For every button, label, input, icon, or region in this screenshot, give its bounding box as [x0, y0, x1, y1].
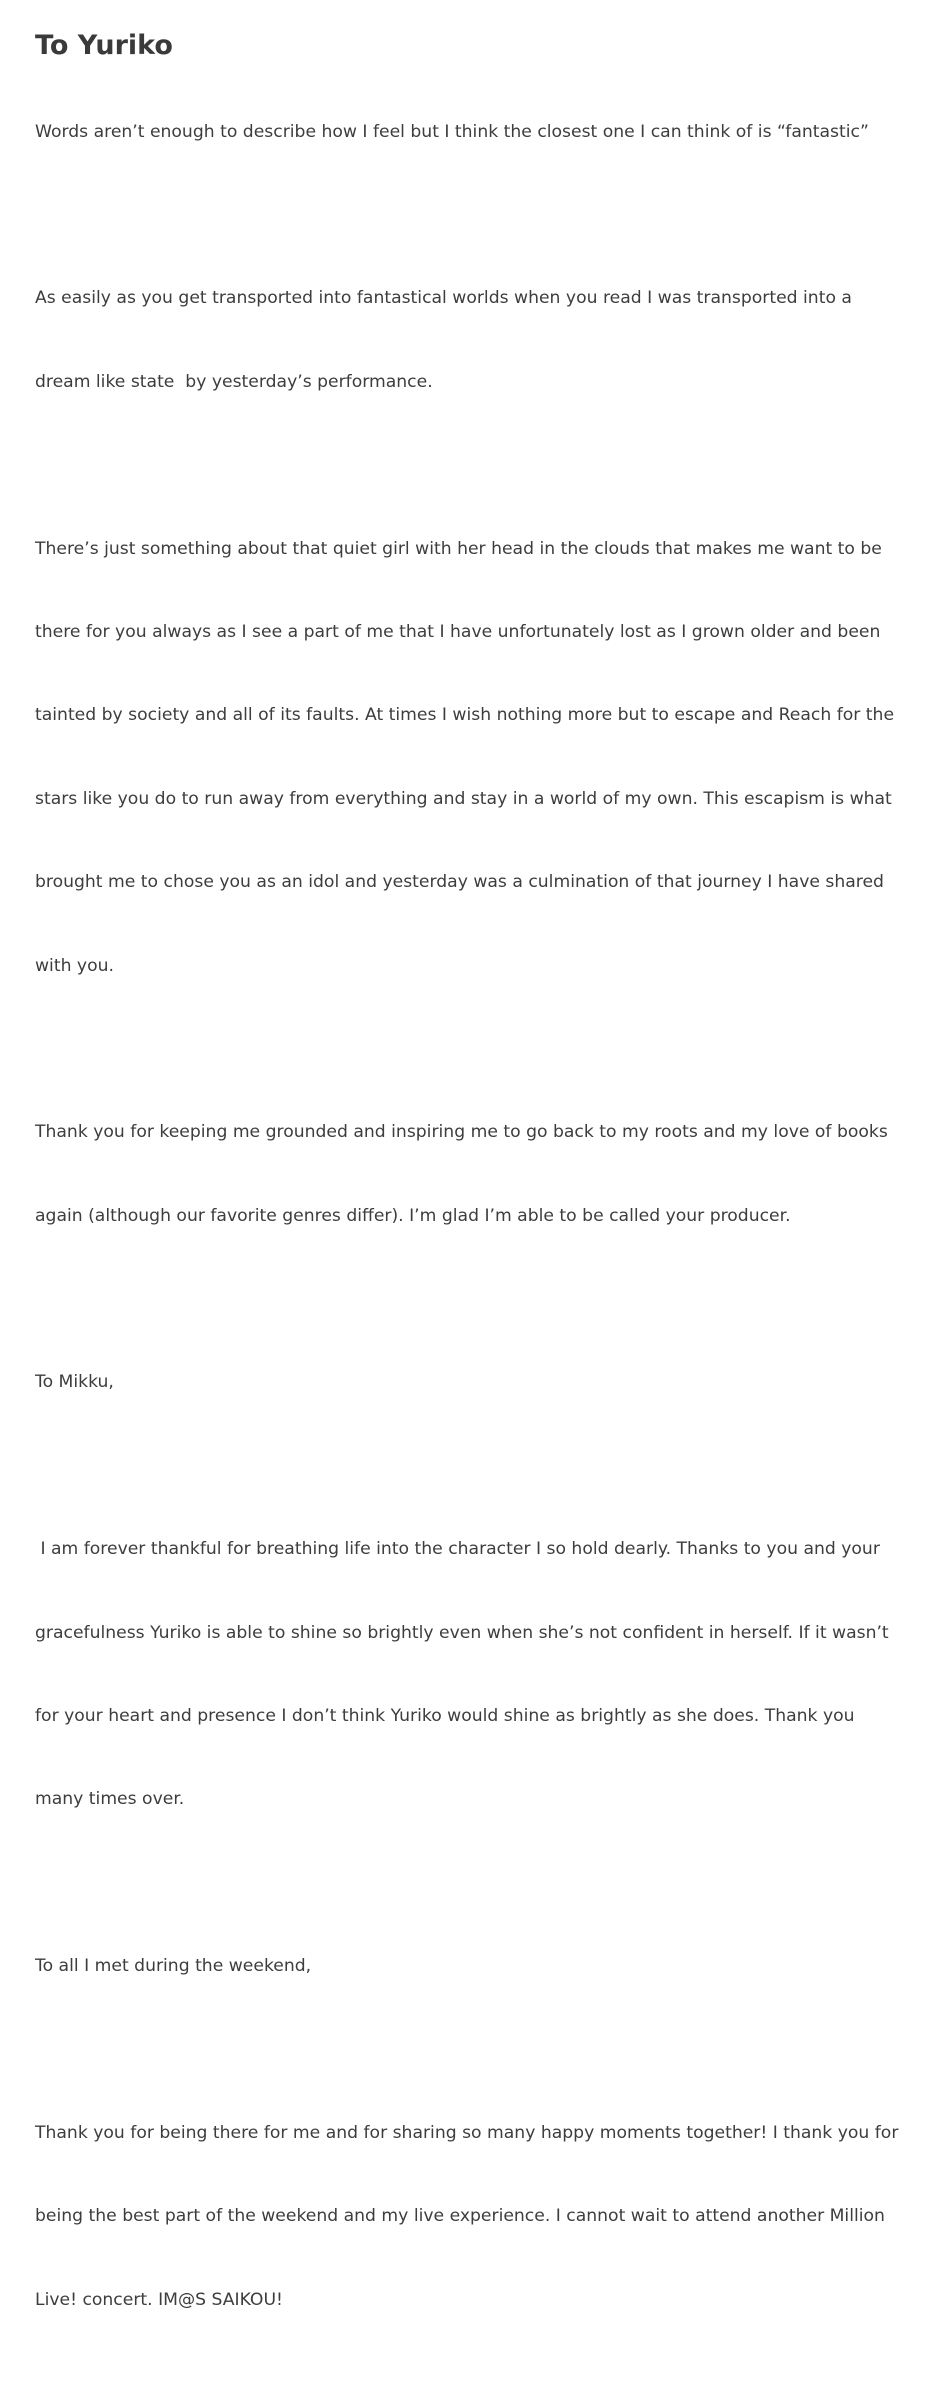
- letter-document: [35, 30, 899, 2398]
- paragraph-line: Thank you for keeping me grounded and inspiring me to go back to my roots and my love of books: [35, 1122, 888, 1143]
- paragraph-6: [35, 2064, 899, 2370]
- paragraph-line: for your heart and presence I don’t think Yuriko would shine as brightly as she does. Thank you: [35, 1706, 855, 1727]
- letter-title: To Yuriko: [35, 30, 173, 61]
- paragraph-line: Live! concert. IM@S SAIKOU!: [35, 2289, 283, 2310]
- paragraph-line: brought me to chose you as an idol and yesterday was a culmination of that journey I have shared: [35, 872, 884, 893]
- paragraph-line: there for you always as I see a part of me that I have unfortunately lost as I grown older and been: [35, 621, 881, 642]
- paragraph-4: [35, 1064, 895, 1286]
- paragraph-1: [35, 63, 895, 202]
- paragraph-line: tainted by society and all of its faults. At times I wish nothing more but to escape and Reach for the: [35, 705, 895, 726]
- paragraph-5: [35, 1481, 895, 1870]
- paragraph-line: again (although our favorite genres differ). I’m glad I’m able to be called your producer.: [35, 1205, 791, 1226]
- paragraph-line: To all I met during the weekend,: [35, 1956, 312, 1977]
- paragraph-line: being the best part of the weekend and my live experience. I cannot wait to attend another Million: [35, 2206, 885, 2227]
- paragraph-line: I am forever thankful for breathing life into the character I so hold dearly. Thanks to you and your: [35, 1539, 880, 1560]
- paragraph-line: gracefulness Yuriko is able to shine so brightly even when she’s not confident in herself. If it wasn’t: [35, 1622, 889, 1643]
- paragraph-line: As easily as you get transported into fantastical worlds when you read I was transported into a: [35, 288, 852, 309]
- paragraph-2: [35, 230, 895, 452]
- salutation-weekend: [35, 1898, 895, 2037]
- paragraph-line: with you.: [35, 955, 114, 976]
- paragraph-line: dream like state by yesterday’s performance.: [35, 371, 433, 392]
- paragraph-line: Thank you for being there for me and for sharing so many happy moments together! I thank you for: [35, 2122, 899, 2143]
- paragraph-line: To Mikku,: [35, 1372, 114, 1393]
- paragraph-line: Words aren’t enough to describe how I feel but I think the closest one I can think of is “fantastic”: [35, 121, 869, 142]
- paragraph-3: [35, 480, 895, 1036]
- paragraph-line: stars like you do to run away from everything and stay in a world of my own. This escapism is what: [35, 788, 892, 809]
- paragraph-line: There’s just something about that quiet girl with her head in the clouds that makes me want to be: [35, 538, 882, 559]
- salutation-mikku: [35, 1314, 895, 1453]
- paragraph-line: many times over.: [35, 1789, 185, 1810]
